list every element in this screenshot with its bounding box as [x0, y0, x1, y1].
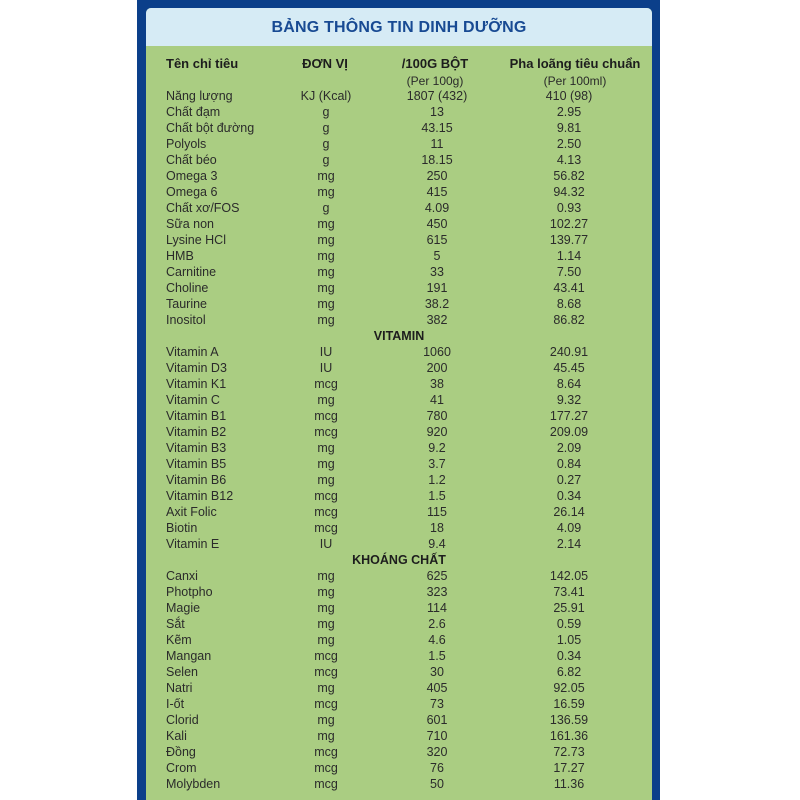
- row-diluted: 102.27: [549, 217, 589, 231]
- row-per100g: 2.6: [428, 617, 446, 631]
- row-unit: mcg: [314, 521, 338, 535]
- row-unit: IU: [319, 537, 333, 551]
- row-per100g: 11: [430, 137, 444, 151]
- row-name: Axit Folic: [166, 505, 217, 519]
- row-diluted: 17.27: [553, 761, 585, 775]
- row-diluted: 8.68: [556, 297, 582, 311]
- row-per100g: 9.4: [428, 537, 446, 551]
- table-row: [146, 761, 652, 777]
- row-unit: mg: [317, 601, 335, 615]
- table-row: [146, 441, 652, 457]
- row-unit: mg: [317, 681, 335, 695]
- header-unit: ĐƠN VỊ: [302, 56, 348, 71]
- row-name: Carnitine: [166, 265, 217, 279]
- row-per100g: 9.2: [428, 441, 446, 455]
- row-per100g: 3.7: [428, 457, 446, 471]
- row-diluted: 43.41: [553, 281, 585, 295]
- row-per100g: 33: [430, 265, 444, 279]
- row-diluted: 2.95: [556, 105, 582, 119]
- table-row: [146, 313, 652, 329]
- row-per100g: 73: [430, 697, 444, 711]
- row-diluted: 2.50: [556, 137, 582, 151]
- row-per100g: 601: [426, 713, 448, 727]
- row-diluted: 0.34: [556, 489, 582, 503]
- row-name: Chất bột đường: [166, 121, 255, 135]
- row-per100g: 30: [430, 665, 444, 679]
- row-per100g: 4.09: [424, 201, 450, 215]
- row-diluted: 0.34: [556, 649, 582, 663]
- table-row: [146, 201, 652, 217]
- row-diluted: 0.59: [556, 617, 582, 631]
- row-diluted: 1.05: [556, 633, 582, 647]
- row-diluted: 177.27: [549, 409, 589, 423]
- table-row: [146, 249, 652, 265]
- row-name: Vitamin B3: [166, 441, 227, 455]
- table-row: [146, 457, 652, 473]
- table-row: [146, 361, 652, 377]
- nutrition-panel: [146, 8, 652, 800]
- table-row: [146, 233, 652, 249]
- table-row: [146, 377, 652, 393]
- row-name: Vitamin C: [166, 393, 220, 407]
- row-name: Sắt: [166, 617, 185, 631]
- row-unit: mg: [317, 713, 335, 727]
- row-per100g: 1807 (432): [406, 89, 468, 103]
- table-row: [146, 505, 652, 521]
- table-row: [146, 665, 652, 681]
- row-unit: mg: [317, 585, 335, 599]
- row-diluted: 92.05: [553, 681, 585, 695]
- row-name: I-ốt: [166, 697, 185, 711]
- row-name: Vitamin B1: [166, 409, 227, 423]
- row-unit: mg: [317, 633, 335, 647]
- title-banner: [146, 8, 652, 46]
- table-row: [146, 393, 652, 409]
- table-row: [146, 345, 652, 361]
- row-unit: mg: [317, 457, 335, 471]
- row-name: Molybden: [166, 777, 221, 791]
- row-per100g: 920: [426, 425, 448, 439]
- row-unit: mg: [317, 617, 335, 631]
- row-diluted: 240.91: [549, 345, 589, 359]
- row-diluted: 9.32: [556, 393, 582, 407]
- table-row: [146, 217, 652, 233]
- table-row: [146, 681, 652, 697]
- row-unit: g: [322, 137, 330, 151]
- row-unit: mg: [317, 313, 335, 327]
- table-row: [146, 521, 652, 537]
- row-unit: mg: [317, 169, 335, 183]
- row-per100g: 191: [426, 281, 448, 295]
- row-name: Taurine: [166, 297, 207, 311]
- row-name: Vitamin B5: [166, 457, 227, 471]
- table-row: [146, 585, 652, 601]
- table-row: [146, 169, 652, 185]
- row-diluted: 410 (98): [545, 89, 593, 103]
- row-unit: mcg: [314, 649, 338, 663]
- row-name: Inositol: [166, 313, 206, 327]
- row-per100g: 76: [430, 761, 444, 775]
- table-row: [146, 745, 652, 761]
- row-per100g: 38.2: [424, 297, 450, 311]
- row-diluted: 7.50: [556, 265, 582, 279]
- row-name: Vitamin E: [166, 537, 220, 551]
- row-diluted: 26.14: [553, 505, 585, 519]
- section-title-2: KHOÁNG CHẤT: [352, 553, 446, 567]
- row-name: Choline: [166, 281, 209, 295]
- row-unit: mg: [317, 441, 335, 455]
- row-diluted: 6.82: [556, 665, 582, 679]
- row-diluted: 142.05: [549, 569, 589, 583]
- header-diluted: Pha loãng tiêu chuẩn: [509, 56, 641, 71]
- row-name: Mangan: [166, 649, 212, 663]
- row-name: HMB: [166, 249, 194, 263]
- row-diluted: 4.09: [556, 521, 582, 535]
- table-row: [146, 89, 652, 105]
- row-diluted: 11.36: [553, 777, 585, 791]
- row-diluted: 45.45: [553, 361, 585, 375]
- row-per100g: 405: [426, 681, 448, 695]
- row-unit: IU: [319, 345, 333, 359]
- table-row: [146, 569, 652, 585]
- row-per100g: 710: [426, 729, 448, 743]
- table-row: [146, 409, 652, 425]
- table-title: BẢNG THÔNG TIN DINH DƯỠNG: [271, 19, 527, 36]
- table-row: [146, 601, 652, 617]
- header-name: Tên chỉ tiêu: [166, 56, 239, 71]
- row-unit: mg: [317, 569, 335, 583]
- header-per100g-sub: (Per 100g): [406, 74, 464, 88]
- table-row: [146, 281, 652, 297]
- row-name: Lysine HCl: [166, 233, 226, 247]
- row-diluted: 4.13: [556, 153, 582, 167]
- row-name: Kali: [166, 729, 187, 743]
- row-diluted: 1.14: [556, 249, 582, 263]
- row-diluted: 86.82: [553, 313, 585, 327]
- row-diluted: 8.64: [556, 377, 582, 391]
- table-row: [146, 425, 652, 441]
- row-unit: mg: [317, 393, 335, 407]
- row-name: Natri: [166, 681, 193, 695]
- row-unit: mg: [317, 185, 335, 199]
- table-row: [146, 777, 652, 793]
- row-per100g: 323: [426, 585, 448, 599]
- row-diluted: 0.93: [556, 201, 582, 215]
- row-unit: mg: [317, 217, 335, 231]
- row-per100g: 38: [430, 377, 444, 391]
- row-unit: IU: [319, 361, 333, 375]
- row-per100g: 115: [427, 505, 447, 519]
- row-unit: mg: [317, 249, 335, 263]
- row-name: Omega 6: [166, 185, 218, 199]
- row-diluted: 161.36: [549, 729, 589, 743]
- row-unit: mcg: [314, 697, 338, 711]
- table-row: [146, 649, 652, 665]
- header-per100g: /100G BỘT: [401, 56, 469, 71]
- row-diluted: 139.77: [549, 233, 589, 247]
- row-per100g: 1.5: [428, 489, 446, 503]
- row-per100g: 250: [426, 169, 448, 183]
- row-per100g: 320: [426, 745, 448, 759]
- row-unit: mcg: [314, 377, 338, 391]
- row-diluted: 0.84: [556, 457, 582, 471]
- row-name: Biotin: [166, 521, 198, 535]
- table-row: [146, 489, 652, 505]
- table-row: [146, 265, 652, 281]
- row-unit: g: [322, 201, 330, 215]
- row-name: Vitamin B12: [166, 489, 234, 503]
- row-name: Chất đạm: [166, 105, 221, 119]
- row-diluted: 94.32: [553, 185, 585, 199]
- row-unit: mg: [317, 233, 335, 247]
- row-name: Vitamin D3: [166, 361, 227, 375]
- row-name: Photpho: [166, 585, 213, 599]
- header-diluted-sub: (Per 100ml): [543, 74, 607, 88]
- row-unit: mg: [317, 297, 335, 311]
- row-diluted: 0.27: [556, 473, 582, 487]
- row-diluted: 2.14: [556, 537, 582, 551]
- row-unit: mg: [317, 729, 335, 743]
- row-unit: mcg: [314, 505, 338, 519]
- row-per100g: 615: [426, 233, 448, 247]
- row-name: Crom: [166, 761, 197, 775]
- row-unit: g: [322, 121, 330, 135]
- row-per100g: 13: [430, 105, 444, 119]
- table-row: [146, 537, 652, 553]
- row-per100g: 1.2: [428, 473, 446, 487]
- row-per100g: 18.15: [421, 153, 453, 167]
- row-per100g: 200: [426, 361, 448, 375]
- row-name: Sữa non: [166, 217, 214, 231]
- row-name: Vitamin K1: [166, 377, 227, 391]
- row-name: Năng lượng: [166, 89, 233, 103]
- row-per100g: 1060: [423, 345, 451, 359]
- row-diluted: 56.82: [553, 169, 585, 183]
- row-name: Chất xơ/FOS: [166, 201, 240, 215]
- row-name: Canxi: [166, 569, 198, 583]
- row-unit: mcg: [314, 761, 338, 775]
- row-unit: mcg: [314, 425, 338, 439]
- row-diluted: 25.91: [553, 601, 585, 615]
- row-per100g: 450: [426, 217, 448, 231]
- row-name: Omega 3: [166, 169, 218, 183]
- row-per100g: 382: [426, 313, 448, 327]
- row-unit: mg: [317, 281, 335, 295]
- table-row: [146, 297, 652, 313]
- row-unit: g: [322, 153, 330, 167]
- table-row: [146, 185, 652, 201]
- table-row: [146, 697, 652, 713]
- table-row: [146, 153, 652, 169]
- row-per100g: 50: [430, 777, 444, 791]
- row-diluted: 72.73: [553, 745, 585, 759]
- row-unit: g: [322, 105, 330, 119]
- row-per100g: 625: [426, 569, 448, 583]
- row-name: Chất béo: [166, 153, 217, 167]
- row-name: Vitamin B2: [166, 425, 227, 439]
- table-row: [146, 729, 652, 745]
- table-row: [146, 617, 652, 633]
- row-unit: mcg: [314, 489, 338, 503]
- row-unit: mcg: [314, 409, 338, 423]
- row-unit: KJ (Kcal): [300, 89, 352, 103]
- table-row: [146, 473, 652, 489]
- table-row: [146, 713, 652, 729]
- row-diluted: 16.59: [553, 697, 585, 711]
- row-diluted: 136.59: [549, 713, 589, 727]
- row-diluted: 9.81: [556, 121, 582, 135]
- table-row: [146, 633, 652, 649]
- row-name: Selen: [166, 665, 198, 679]
- row-name: Clorid: [166, 713, 199, 727]
- row-per100g: 780: [426, 409, 448, 423]
- row-diluted: 2.09: [556, 441, 582, 455]
- table-row: [146, 121, 652, 137]
- row-per100g: 114: [427, 601, 447, 615]
- row-diluted: 209.09: [549, 425, 589, 439]
- row-unit: mg: [317, 265, 335, 279]
- row-name: Polyols: [166, 137, 207, 151]
- section-title-1: VITAMIN: [373, 329, 425, 343]
- row-diluted: 73.41: [553, 585, 585, 599]
- row-unit: mcg: [314, 777, 338, 791]
- row-per100g: 1.5: [428, 649, 446, 663]
- row-name: Vitamin A: [166, 345, 219, 359]
- row-per100g: 18: [430, 521, 444, 535]
- table-row: [146, 137, 652, 153]
- row-name: Đồng: [166, 745, 196, 759]
- row-per100g: 4.6: [428, 633, 446, 647]
- row-per100g: 41: [430, 393, 444, 407]
- row-per100g: 43.15: [421, 121, 453, 135]
- row-unit: mcg: [314, 665, 338, 679]
- row-name: Magie: [166, 601, 201, 615]
- table-row: [146, 105, 652, 121]
- row-name: Vitamin B6: [166, 473, 227, 487]
- row-per100g: 5: [433, 249, 441, 263]
- row-name: Kẽm: [166, 633, 192, 647]
- row-unit: mg: [317, 473, 335, 487]
- row-unit: mcg: [314, 745, 338, 759]
- row-per100g: 415: [426, 185, 448, 199]
